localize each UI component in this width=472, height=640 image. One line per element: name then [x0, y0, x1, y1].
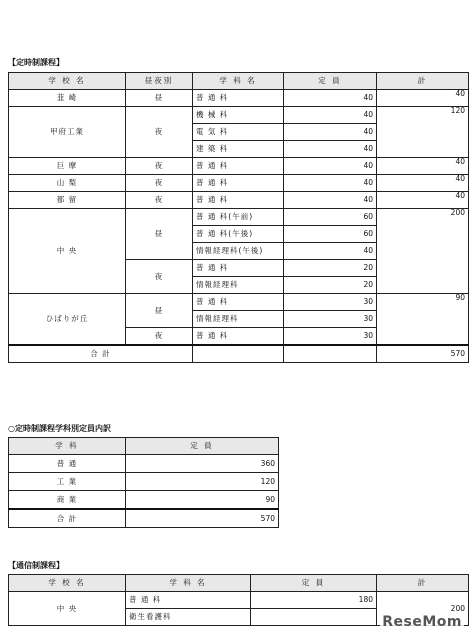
school-total: 200: [377, 592, 469, 626]
course-name: 情報経理科: [193, 311, 284, 328]
course-name: 普 通 科: [193, 294, 284, 311]
capacity: 40: [284, 158, 377, 175]
school-name: 韮 崎: [9, 90, 126, 107]
empty-cell: [193, 345, 284, 363]
department-capacity: 90: [126, 491, 279, 510]
capacity: 20: [284, 277, 377, 294]
column-header: 定 員: [284, 73, 377, 90]
capacity: 40: [284, 107, 377, 124]
breakdown-heading: ○定時制課程学科別定員内訳: [8, 424, 111, 433]
shift: 夜: [126, 158, 193, 175]
school-total: 40: [377, 158, 469, 175]
table-row: [9, 192, 469, 209]
capacity: 30: [284, 328, 377, 346]
table-row: [9, 491, 279, 510]
capacity: 40: [284, 192, 377, 209]
shift: 夜: [126, 260, 193, 294]
shift: 昼: [126, 209, 193, 260]
school-total: 120: [377, 107, 469, 158]
school-total: 40: [377, 175, 469, 192]
school-name: 中 央: [9, 209, 126, 294]
column-header: 学 科 名: [126, 575, 251, 592]
course-name: 衛生看護科: [126, 609, 251, 626]
capacity: 60: [284, 226, 377, 243]
department-name: 工 業: [9, 473, 126, 491]
shift: 夜: [126, 107, 193, 158]
capacity: 40: [284, 141, 377, 158]
shift: 夜: [126, 328, 193, 346]
teiji-header-row: [9, 73, 469, 90]
teiji-heading: 【定時制課程】: [8, 58, 64, 67]
capacity: 30: [284, 294, 377, 311]
total-label: 合 計: [9, 345, 193, 363]
column-header: 学 科 名: [193, 73, 284, 90]
table-row: [9, 158, 469, 175]
course-name: 普 通 科: [193, 192, 284, 209]
school-name: 都 留: [9, 192, 126, 209]
department-name: 商 業: [9, 491, 126, 510]
course-name: 普 通 科: [193, 158, 284, 175]
tsushin-heading: 【通信制課程】: [8, 561, 64, 570]
school-total: 40: [377, 192, 469, 209]
capacity: [251, 609, 377, 626]
capacity: 20: [284, 260, 377, 277]
course-name: 建 築 科: [193, 141, 284, 158]
column-header: 計: [377, 575, 469, 592]
school-total: 200: [377, 209, 469, 294]
course-name: 普 通 科: [193, 260, 284, 277]
school-name: 甲府工業: [9, 107, 126, 158]
column-header: 学 科: [9, 438, 126, 455]
capacity: 40: [284, 243, 377, 260]
school-name: ひばりが丘: [9, 294, 126, 346]
table-row: [9, 90, 469, 107]
department-name: 普 通: [9, 455, 126, 473]
tsushin-header-row: [9, 575, 469, 592]
capacity: 60: [284, 209, 377, 226]
column-header: 学 校 名: [9, 73, 126, 90]
school-name: 巨 摩: [9, 158, 126, 175]
course-name: 普 通 科: [193, 175, 284, 192]
total-row: [9, 509, 279, 528]
capacity: 30: [284, 311, 377, 328]
capacity: 40: [284, 124, 377, 141]
course-name: 情報経理科(午後): [193, 243, 284, 260]
table-row: [9, 473, 279, 491]
breakdown-table: [8, 437, 279, 528]
breakdown-header-row: [9, 438, 279, 455]
column-header: 定 員: [251, 575, 377, 592]
department-capacity: 360: [126, 455, 279, 473]
grand-total: 570: [126, 509, 279, 528]
table-row: [9, 209, 469, 226]
empty-cell: [284, 345, 377, 363]
capacity: 180: [251, 592, 377, 609]
grand-total: 570: [377, 345, 469, 363]
column-header: 昼夜別: [126, 73, 193, 90]
teiji-table: [8, 72, 469, 363]
total-label: 合 計: [9, 509, 126, 528]
shift: 昼: [126, 294, 193, 328]
shift: 昼: [126, 90, 193, 107]
column-header: 計: [377, 73, 469, 90]
course-name: 機 械 科: [193, 107, 284, 124]
column-header: 定 員: [126, 438, 279, 455]
course-name: 情報経理科: [193, 277, 284, 294]
course-name: 電 気 科: [193, 124, 284, 141]
shift: 夜: [126, 192, 193, 209]
school-name: 中 央: [9, 592, 126, 626]
table-row: [9, 455, 279, 473]
school-total: 90: [377, 294, 469, 346]
department-capacity: 120: [126, 473, 279, 491]
capacity: 40: [284, 90, 377, 107]
school-name: 山 梨: [9, 175, 126, 192]
table-row: [9, 294, 469, 311]
capacity: 40: [284, 175, 377, 192]
course-name: 普 通 科(午後): [193, 226, 284, 243]
table-row: [9, 175, 469, 192]
table-row: [9, 592, 469, 609]
course-name: 普 通 科: [193, 90, 284, 107]
course-name: 普 通 科: [126, 592, 251, 609]
course-name: 普 通 科(午前): [193, 209, 284, 226]
shift: 夜: [126, 175, 193, 192]
school-total: 40: [377, 90, 469, 107]
table-row: [9, 107, 469, 124]
course-name: 普 通 科: [193, 328, 284, 346]
resemom-logo: ReseMom: [382, 614, 462, 630]
total-row: [9, 345, 469, 363]
column-header: 学 校 名: [9, 575, 126, 592]
